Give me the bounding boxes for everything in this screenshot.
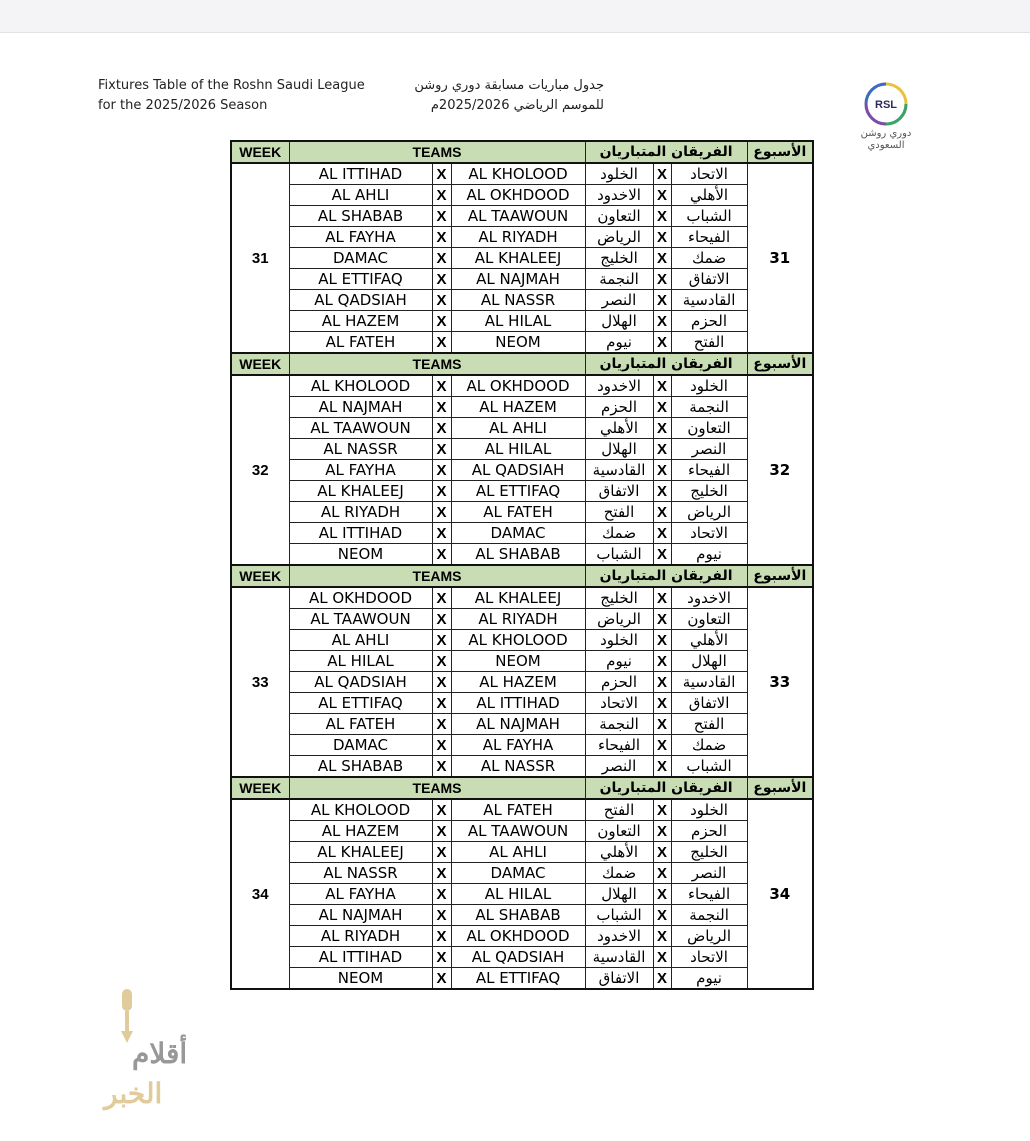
vs-marker: X [432,884,451,905]
vs-marker: X [432,439,451,460]
match-row [231,375,813,397]
home-team-ar: الهلال [671,651,747,672]
away-team-ar: الفتح [585,799,653,821]
match-row [231,269,813,290]
week-number-ar: 32 [747,375,813,565]
home-team-en: AL AHLI [289,185,432,206]
header-teams-ar-label: الفريقان المتباريان [585,141,747,163]
home-team-en: AL NASSR [289,439,432,460]
home-team-ar: الشباب [671,756,747,778]
away-team-en: AL NAJMAH [451,714,585,735]
home-team-en: AL TAAWOUN [289,609,432,630]
home-team-en: AL NAJMAH [289,905,432,926]
vs-marker-ar: X [653,375,671,397]
away-team-ar: النصر [585,756,653,778]
week-number: 32 [231,375,289,565]
vs-marker: X [432,587,451,609]
home-team-en: AL FAYHA [289,884,432,905]
vs-marker: X [432,672,451,693]
home-team-en: AL KHOLOOD [289,375,432,397]
away-team-ar: نيوم [585,651,653,672]
away-team-ar: الاتفاق [585,968,653,990]
match-row [231,905,813,926]
vs-marker-ar: X [653,651,671,672]
vs-marker: X [432,735,451,756]
home-team-en: AL SHABAB [289,756,432,778]
away-team-en: AL AHLI [451,418,585,439]
home-team-en: AL ITTIHAD [289,523,432,544]
match-row [231,884,813,905]
match-row [231,968,813,990]
vs-marker: X [432,630,451,651]
vs-marker-ar: X [653,799,671,821]
vs-marker-ar: X [653,735,671,756]
vs-marker: X [432,163,451,185]
away-team-en: AL SHABAB [451,544,585,566]
header-teams-ar-label: الفريقان المتباريان [585,777,747,799]
away-team-en: AL TAAWOUN [451,821,585,842]
away-team-en: AL RIYADH [451,227,585,248]
vs-marker: X [432,905,451,926]
vs-marker-ar: X [653,968,671,990]
away-team-ar: الخليج [585,587,653,609]
vs-marker: X [432,418,451,439]
week-header-row [231,777,813,799]
away-team-ar: الحزم [585,672,653,693]
title-ar-line1: جدول مباريات مسابقة دوري روشن [414,78,604,93]
home-team-ar: الاتفاق [671,269,747,290]
vs-marker: X [432,332,451,354]
away-team-ar: نيوم [585,332,653,354]
vs-marker-ar: X [653,502,671,523]
vs-marker: X [432,799,451,821]
home-team-en: AL FATEH [289,714,432,735]
header-week-label: WEEK [231,353,289,375]
vs-marker-ar: X [653,821,671,842]
title-en-line1: Fixtures Table of the Roshn Saudi League [98,78,365,93]
match-row [231,544,813,566]
vs-marker: X [432,842,451,863]
home-team-en: AL KHOLOOD [289,799,432,821]
home-team-ar: الاخدود [671,587,747,609]
home-team-ar: القادسية [671,672,747,693]
home-team-en: AL RIYADH [289,926,432,947]
away-team-en: AL QADSIAH [451,947,585,968]
home-team-ar: القادسية [671,290,747,311]
home-team-ar: الحزم [671,821,747,842]
home-team-en: AL KHALEEJ [289,842,432,863]
title-arabic [400,76,604,116]
away-team-ar: الاتفاق [585,481,653,502]
match-row [231,863,813,884]
match-row [231,163,813,185]
home-team-ar: الخلود [671,375,747,397]
home-team-ar: النجمة [671,397,747,418]
home-team-ar: الاتحاد [671,523,747,544]
vs-marker-ar: X [653,714,671,735]
pen-microphone-icon [28,985,188,1115]
away-team-ar: الرياض [585,227,653,248]
home-team-ar: الفتح [671,714,747,735]
home-team-ar: النصر [671,863,747,884]
away-team-en: AL ITTIHAD [451,693,585,714]
home-team-ar: الفيحاء [671,460,747,481]
vs-marker: X [432,397,451,418]
week-number: 34 [231,799,289,989]
away-team-en: DAMAC [451,863,585,884]
logo-abbr: RSL [875,99,897,111]
header-week-ar-label: الأسبوع [747,141,813,163]
home-team-ar: الفتح [671,332,747,354]
match-row [231,332,813,354]
match-row [231,460,813,481]
header-week-ar-label: الأسبوع [747,565,813,587]
vs-marker: X [432,756,451,778]
match-row [231,311,813,332]
home-team-en: DAMAC [289,735,432,756]
week-header-row [231,353,813,375]
home-team-ar: ضمك [671,248,747,269]
home-team-ar: ضمك [671,735,747,756]
home-team-ar: الفيحاء [671,227,747,248]
match-row [231,693,813,714]
vs-marker: X [432,947,451,968]
away-team-ar: ضمك [585,523,653,544]
match-row [231,587,813,609]
away-team-ar: الفتح [585,502,653,523]
away-team-ar: الخليج [585,248,653,269]
away-team-ar: النجمة [585,269,653,290]
vs-marker: X [432,609,451,630]
vs-marker: X [432,375,451,397]
away-team-ar: الاخدود [585,926,653,947]
header-week-label: WEEK [231,777,289,799]
match-row [231,926,813,947]
home-team-en: DAMAC [289,248,432,269]
match-row [231,651,813,672]
away-team-ar: التعاون [585,206,653,227]
match-row [231,735,813,756]
week-number-ar: 33 [747,587,813,777]
vs-marker-ar: X [653,863,671,884]
away-team-ar: ضمك [585,863,653,884]
away-team-ar: الخلود [585,630,653,651]
match-row [231,756,813,778]
vs-marker: X [432,926,451,947]
vs-marker-ar: X [653,206,671,227]
home-team-ar: النجمة [671,905,747,926]
top-toolbar-bar [0,0,1030,33]
home-team-en: AL FAYHA [289,460,432,481]
away-team-en: AL NASSR [451,756,585,778]
away-team-ar: الاتحاد [585,693,653,714]
away-team-en: NEOM [451,651,585,672]
home-team-ar: الأهلي [671,630,747,651]
home-team-en: AL NAJMAH [289,397,432,418]
home-team-en: AL NASSR [289,863,432,884]
vs-marker: X [432,248,451,269]
vs-marker-ar: X [653,311,671,332]
away-team-en: AL FATEH [451,502,585,523]
vs-marker-ar: X [653,332,671,354]
vs-marker: X [432,651,451,672]
away-team-en: AL RIYADH [451,609,585,630]
match-row [231,397,813,418]
vs-marker-ar: X [653,609,671,630]
vs-marker: X [432,714,451,735]
match-row [231,842,813,863]
away-team-en: AL SHABAB [451,905,585,926]
week-number: 33 [231,587,289,777]
home-team-en: AL ITTIHAD [289,163,432,185]
vs-marker-ar: X [653,947,671,968]
vs-marker: X [432,269,451,290]
vs-marker-ar: X [653,926,671,947]
home-team-ar: التعاون [671,609,747,630]
vs-marker-ar: X [653,481,671,502]
vs-marker: X [432,821,451,842]
home-team-en: AL QADSIAH [289,672,432,693]
home-team-ar: النصر [671,439,747,460]
match-row [231,609,813,630]
away-team-en: AL KHALEEJ [451,587,585,609]
match-row [231,799,813,821]
match-row [231,672,813,693]
match-row [231,481,813,502]
away-team-en: AL NAJMAH [451,269,585,290]
match-row [231,714,813,735]
away-team-ar: الأهلي [585,418,653,439]
vs-marker-ar: X [653,163,671,185]
header-teams-label: TEAMS [289,353,585,375]
away-team-ar: الشباب [585,544,653,566]
vs-marker-ar: X [653,248,671,269]
vs-marker-ar: X [653,884,671,905]
header-teams-label: TEAMS [289,141,585,163]
week-number-ar: 31 [747,163,813,353]
away-team-ar: الخلود [585,163,653,185]
away-team-en: AL OKHDOOD [451,926,585,947]
away-team-en: AL FAYHA [451,735,585,756]
vs-marker-ar: X [653,290,671,311]
vs-marker: X [432,185,451,206]
home-team-ar: الخليج [671,842,747,863]
home-team-en: AL FAYHA [289,227,432,248]
away-team-ar: الحزم [585,397,653,418]
away-team-en: AL AHLI [451,842,585,863]
away-team-en: AL HILAL [451,311,585,332]
match-row [231,248,813,269]
home-team-en: AL HAZEM [289,311,432,332]
match-row [231,227,813,248]
home-team-en: AL AHLI [289,630,432,651]
vs-marker-ar: X [653,418,671,439]
away-team-ar: التعاون [585,821,653,842]
vs-marker: X [432,523,451,544]
match-row [231,206,813,227]
rsl-logo [842,76,930,158]
vs-marker: X [432,460,451,481]
vs-marker: X [432,206,451,227]
away-team-en: NEOM [451,332,585,354]
away-team-ar: الهلال [585,439,653,460]
home-team-ar: الرياض [671,926,747,947]
title-english [98,76,365,116]
vs-marker: X [432,311,451,332]
home-team-en: AL ETTIFAQ [289,693,432,714]
rsl-emblem-icon [842,76,930,132]
vs-marker-ar: X [653,269,671,290]
vs-marker: X [432,481,451,502]
away-team-en: AL OKHDOOD [451,375,585,397]
vs-marker-ar: X [653,460,671,481]
home-team-en: AL OKHDOOD [289,587,432,609]
home-team-en: AL HAZEM [289,821,432,842]
header-teams-label: TEAMS [289,777,585,799]
week-number-ar: 34 [747,799,813,989]
away-team-ar: القادسية [585,947,653,968]
away-team-ar: الاخدود [585,375,653,397]
home-team-ar: الشباب [671,206,747,227]
away-team-en: AL OKHDOOD [451,185,585,206]
home-team-en: AL FATEH [289,332,432,354]
away-team-ar: الاخدود [585,185,653,206]
home-team-en: AL HILAL [289,651,432,672]
logo-line1: دوري روشن [860,128,912,139]
home-team-en: NEOM [289,968,432,990]
watermark-line2: الخبر [104,1077,163,1110]
fixtures-table [230,140,814,990]
home-team-ar: الحزم [671,311,747,332]
away-team-en: AL HILAL [451,884,585,905]
vs-marker: X [432,863,451,884]
away-team-en: DAMAC [451,523,585,544]
vs-marker: X [432,290,451,311]
match-row [231,185,813,206]
header-week-label: WEEK [231,565,289,587]
away-team-en: AL KHOLOOD [451,630,585,651]
match-row [231,502,813,523]
vs-marker-ar: X [653,905,671,926]
home-team-ar: التعاون [671,418,747,439]
home-team-ar: الاتحاد [671,947,747,968]
vs-marker-ar: X [653,523,671,544]
match-row [231,947,813,968]
away-team-ar: الفيحاء [585,735,653,756]
vs-marker-ar: X [653,672,671,693]
away-team-en: AL NASSR [451,290,585,311]
away-team-ar: النجمة [585,714,653,735]
away-team-en: AL HAZEM [451,672,585,693]
week-number: 31 [231,163,289,353]
match-row [231,630,813,651]
title-ar-line2: للموسم الرياضي 2025/2026م [430,98,604,113]
home-team-ar: الرياض [671,502,747,523]
away-team-en: AL QADSIAH [451,460,585,481]
away-team-ar: الأهلي [585,842,653,863]
header-week-ar-label: الأسبوع [747,777,813,799]
vs-marker: X [432,693,451,714]
watermark-line1: أقلام [132,1037,188,1070]
vs-marker-ar: X [653,397,671,418]
vs-marker: X [432,968,451,990]
home-team-en: AL TAAWOUN [289,418,432,439]
away-team-ar: الشباب [585,905,653,926]
title-en-line2: for the 2025/2026 Season [98,98,268,113]
match-row [231,439,813,460]
header-teams-label: TEAMS [289,565,585,587]
vs-marker-ar: X [653,544,671,566]
vs-marker-ar: X [653,439,671,460]
vs-marker-ar: X [653,587,671,609]
home-team-en: AL ITTIHAD [289,947,432,968]
match-row [231,523,813,544]
home-team-ar: الفيحاء [671,884,747,905]
away-team-ar: الهلال [585,311,653,332]
home-team-ar: نيوم [671,968,747,990]
vs-marker: X [432,227,451,248]
header-teams-ar-label: الفريقان المتباريان [585,565,747,587]
away-team-en: AL TAAWOUN [451,206,585,227]
away-team-ar: الهلال [585,884,653,905]
home-team-ar: نيوم [671,544,747,566]
away-team-ar: القادسية [585,460,653,481]
week-header-row [231,565,813,587]
match-row [231,821,813,842]
header-week-label: WEEK [231,141,289,163]
home-team-en: AL RIYADH [289,502,432,523]
header-week-ar-label: الأسبوع [747,353,813,375]
home-team-ar: الخليج [671,481,747,502]
away-team-en: AL ETTIFAQ [451,481,585,502]
home-team-ar: الاتحاد [671,163,747,185]
vs-marker: X [432,544,451,566]
home-team-en: AL QADSIAH [289,290,432,311]
away-team-en: AL KHOLOOD [451,163,585,185]
away-team-en: AL HAZEM [451,397,585,418]
week-header-row [231,141,813,163]
vs-marker-ar: X [653,756,671,778]
away-team-en: AL HILAL [451,439,585,460]
away-team-ar: النصر [585,290,653,311]
home-team-en: NEOM [289,544,432,566]
vs-marker-ar: X [653,693,671,714]
match-row [231,418,813,439]
vs-marker-ar: X [653,185,671,206]
home-team-ar: الاتفاق [671,693,747,714]
home-team-ar: الخلود [671,799,747,821]
home-team-en: AL KHALEEJ [289,481,432,502]
vs-marker-ar: X [653,842,671,863]
header-teams-ar-label: الفريقان المتباريان [585,353,747,375]
home-team-en: AL ETTIFAQ [289,269,432,290]
vs-marker-ar: X [653,630,671,651]
away-team-en: AL ETTIFAQ [451,968,585,990]
away-team-en: AL KHALEEJ [451,248,585,269]
logo-line2: السعودي [867,140,905,151]
watermark-logo [28,985,188,1115]
home-team-en: AL SHABAB [289,206,432,227]
match-row [231,290,813,311]
vs-marker-ar: X [653,227,671,248]
vs-marker: X [432,502,451,523]
away-team-ar: الرياض [585,609,653,630]
away-team-en: AL FATEH [451,799,585,821]
home-team-ar: الأهلي [671,185,747,206]
